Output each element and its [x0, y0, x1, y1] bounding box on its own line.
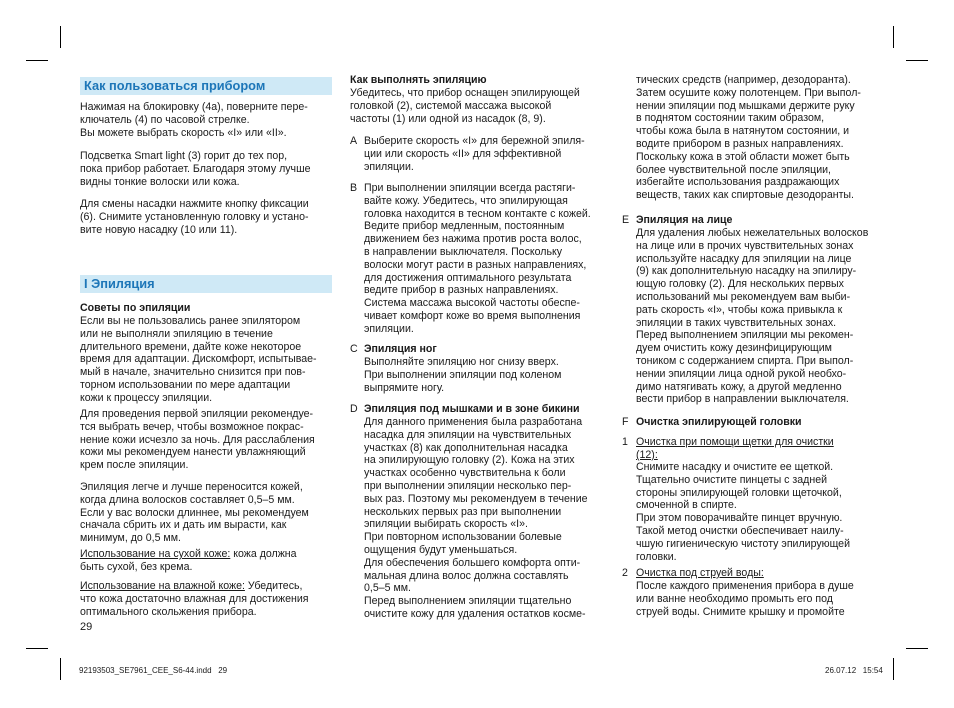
page-number: 29	[80, 621, 93, 633]
paragraph: Для проведения первой эпиляции рекомендуе- тся выбрать вечер, чтобы возможное покрас- нение кожи исчезло за ночь. Для расслабления кожи мы рекомендуем нанести увлажняющий крем после эпиляции.	[80, 408, 315, 472]
crop-mark	[26, 648, 48, 649]
step-title: Эпиляция ног	[364, 343, 437, 355]
step-text: После каждого применения прибора в душе или ванне необходимо промыть его под струей воды. Снимите крышку и промойте	[636, 580, 854, 618]
step-number: 1	[622, 436, 628, 448]
step-title: Эпиляция на лице	[636, 214, 733, 226]
subheading-how-to: Как выполнять эпиляцию	[350, 74, 487, 86]
crop-mark	[60, 658, 61, 680]
step-title: Эпиляция под мышками и в зоне бикини	[364, 403, 580, 415]
step-letter: F	[622, 416, 629, 428]
step-text: Снимите насадку и очистите ее щеткой. Тщательно очистите пинцеты с задней стороны эпилирующей головки щеточкой, смоченной в спирте. При этом поворачивайте пинцет вручную. Такой метод очистки обеспечивает наилу- чшую гигиеническую чистоту эпилирующей головки.	[636, 461, 850, 563]
step-number: 2	[622, 567, 628, 579]
paragraph: Убедитесь, что прибор оснащен эпилирующей головкой (2), системой массажа высокой частоты (1) или одной из насадок (8, 9).	[350, 87, 580, 125]
step-text: Для данного применения была разработана насадка для эпиляции на чувствительных участках (8) как дополнительная насадка на эпилирующую головку (2). Кожа на этих участках особенно чувствительна к боли при выполнении эпиляции несколько пер- вых раз. Поэтому мы рекомендуем в течение нескольких первых раз при выполнении эпиляции выбирать скорость «I». При повторном использовании болевые ощущения будут уменьшаться. Для обеспечения большего комфорта опти- мальная длина волос должна составлять 0,5–5 мм. Перед выполнением эпиляции тщательно очистите кожу для удаления остатков косме-	[364, 416, 588, 620]
step-letter: A	[350, 135, 358, 147]
paragraph: Для смены насадки нажмите кнопку фиксации (6). Снимите установленную головку и устано- вите новую насадку (10 или 11).	[80, 198, 309, 236]
footer-file-info: 92193503_SE7961_CEE_S6-44.indd 29	[79, 666, 228, 675]
section-heading-usage: Как пользоваться прибором	[80, 77, 332, 95]
paragraph: Нажимая на блокировку (4a), поверните пере- ключатель (4) по часовой стрелке. Вы можете выбрать скорость «I» или «II».	[80, 101, 308, 139]
footer-date: 26.07.12 15:54	[825, 666, 883, 675]
crop-mark	[906, 648, 928, 649]
section-heading-epilation: I Эпиляция	[80, 275, 332, 293]
step-letter: E	[622, 214, 630, 226]
step-letter: D	[350, 403, 358, 415]
paragraph: Если вы не пользовались ранее эпилятором или не выполняли эпиляцию в течение длительного времени, дайте коже некоторое время для адаптации. Дискомфорт, испытывае- мый в начале, значительно снизится при пов- торном использовании по мере адаптации кожи к процессу эпиляции.	[80, 315, 317, 404]
paragraph-dry-skin	[80, 548, 297, 574]
crop-mark	[26, 60, 48, 61]
step-text: Выполняйте эпиляцию ног снизу вверх. При выполнении эпиляции под коленом выпрямите ногу.	[364, 356, 562, 394]
step-title: Очистка эпилирующей головки	[636, 416, 802, 428]
paragraph: Эпиляция легче и лучше переносится кожей, когда длина волосков составляет 0,5–5 мм. Если у вас волоски длиннее, мы рекомендуем сначала сбрить их и дать им вырасти, как минимум, до 0,5 мм.	[80, 481, 309, 545]
paragraph: Подсветка Smart light (3) горит до тех пор, пока прибор работает. Благодаря этому лучше видны тонкие волоски или кожа.	[80, 150, 311, 188]
crop-mark	[60, 26, 61, 48]
crop-mark	[906, 60, 928, 61]
dry-skin-label: Использование на сухой коже:	[80, 548, 231, 560]
wet-skin-text: Убедитесь, что кожа достаточно влажная для достижения оптимального скольжения прибора.	[80, 580, 309, 618]
step-letter: C	[350, 343, 358, 355]
step-title: Очистка при помощи щетки для очистки (12):	[636, 436, 834, 461]
step-title: Очистка под струей воды:	[636, 567, 764, 579]
crop-mark	[893, 26, 894, 48]
step-text: Выберите скорость «I» для бережной эпиля- ции или скорость «II» для эффективной эпиляции.	[364, 135, 585, 173]
step-letter: B	[350, 182, 358, 194]
subheading-tips: Советы по эпиляции	[80, 302, 191, 314]
dry-skin-text: кожа должна быть сухой, без крема.	[80, 548, 297, 573]
wet-skin-label: Использование на влажной коже:	[80, 580, 245, 592]
paragraph-wet-skin	[80, 580, 309, 618]
step-text: Для удаления любых нежелательных волосков на лице или в прочих чувствительных зонах используйте насадку для эпиляции на лице (9) как дополнительную насадку на эпилиру- ющую головку (2). Для нескольких первых использований мы рекомендуем вам выби- рать скорость «I», чтобы кожа привыкла к эпиляции в таких чувствительных зонах. Перед выполнением эпиляции мы рекомен- дуем очистить кожу дезинфицирующим тоником с содержанием спирта. При выпол- нении эпиляции лица одной рукой необхо- димо натягивать кожу, а другой медленно вести прибор в направлении выключателя.	[636, 227, 869, 406]
step-text: При выполнении эпиляции всегда растяги- вайте кожу. Убедитесь, что эпилирующая головка находится в тесном контакте с кожей. Ведите прибор медленным, постоянным движением без нажима против роста волос, в направлении выключателя. Поскольку волоски могут расти в разных направлениях, для достижения оптимального результата ведите прибор в разных направлениях. Система массажа высокой частоты обеспе- чивает комфорт коже во время выполнения эпиляции.	[364, 182, 591, 335]
crop-mark	[893, 658, 894, 680]
paragraph-continued: тических средств (например, дезодоранта). Затем осушите кожу полотенцем. При выпол- нении эпиляции под мышками держите руку в поднятом состоянии таким образом, чтобы кожа была в натянутом состоянии, и водите прибором в разных направлениях. Поскольку кожа в этой области может быть более чувствительной после эпиляции, избегайте использования раздражающих веществ, таких как спиртовые дезодоранты.	[636, 74, 861, 202]
